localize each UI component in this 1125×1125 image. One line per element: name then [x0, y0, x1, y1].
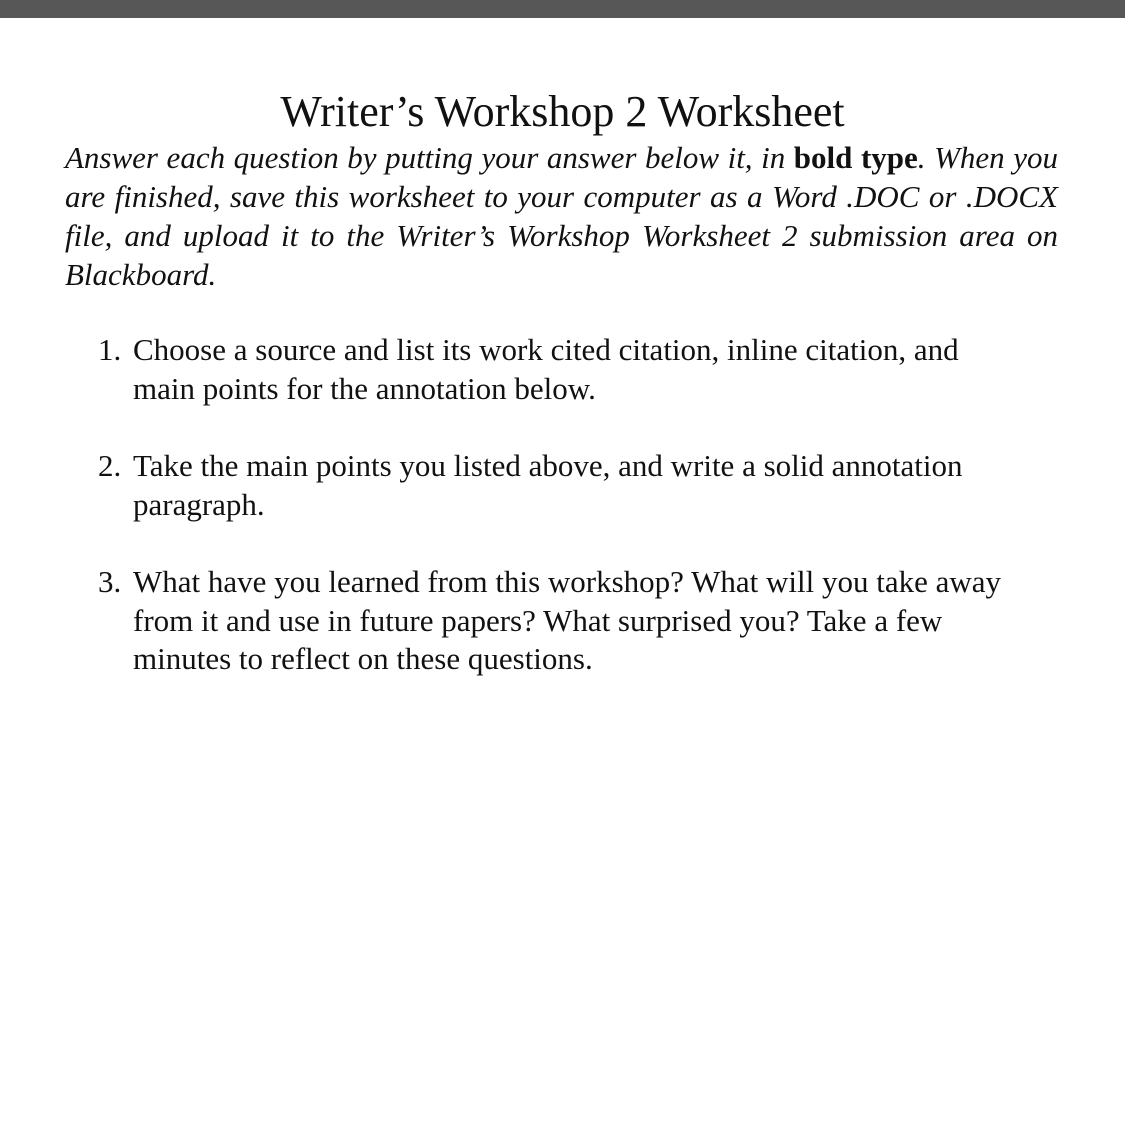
question-item-1	[98, 331, 1028, 408]
instructions-text-start: Answer each question by putting your answer below it, in	[65, 140, 794, 175]
question-number: 1.	[98, 332, 122, 367]
question-item-2	[98, 447, 1028, 524]
window-top-bar	[0, 0, 1125, 18]
question-number: 2.	[98, 448, 122, 483]
instructions-bold-text: bold type	[793, 140, 918, 175]
question-text: What have you learned from this workshop? What will you take away from it and use in future papers? What surprised you? Take a few minutes to reflect on these questions.	[133, 564, 1002, 676]
question-text: Take the main points you listed above, and write a solid annotation paragraph.	[133, 448, 963, 522]
question-item-3	[98, 563, 1028, 679]
question-text: Choose a source and list its work cited citation, inline citation, and main points for the annotation below.	[133, 332, 959, 406]
instructions-text-end: . When you are finished, save this worksheet to your computer as a Word .DOC or .DOCX file, and upload it to the Writer’s Workshop Worksheet 2 submission area on Blackboard.	[65, 140, 1058, 292]
document-page	[0, 18, 1125, 1125]
question-number: 3.	[98, 564, 122, 599]
instructions-paragraph	[65, 138, 1058, 294]
document-title: Writer’s Workshop 2 Worksheet	[280, 87, 845, 136]
